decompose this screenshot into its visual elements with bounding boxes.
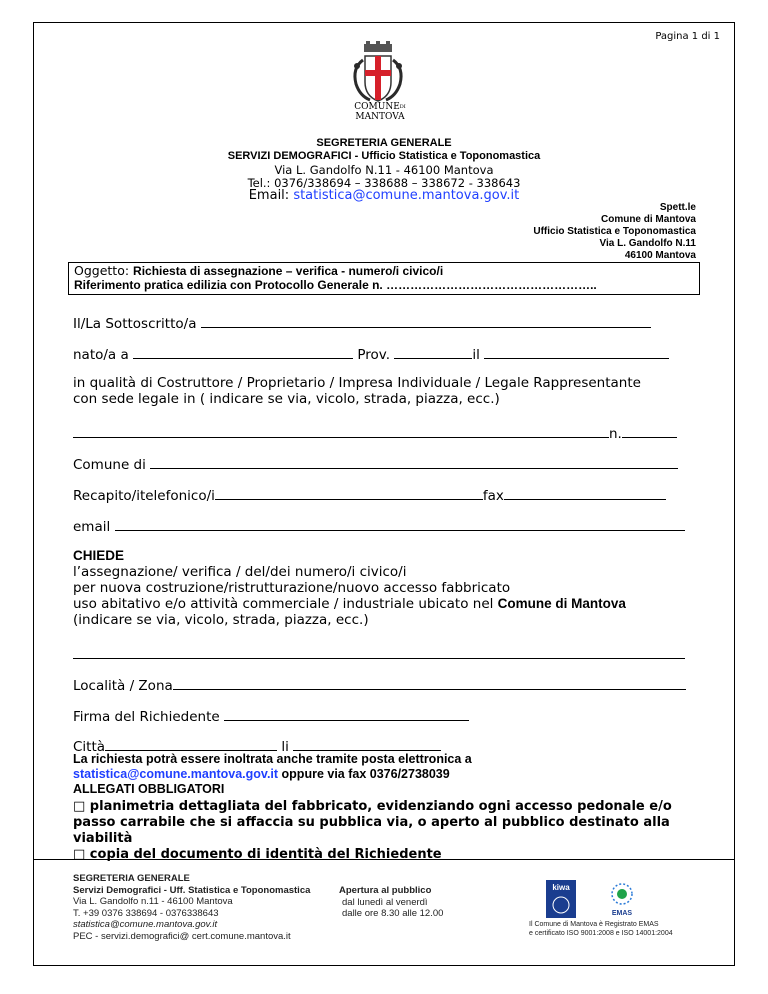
footer-divider — [33, 859, 735, 860]
subject-line-2: Riferimento pratica edilizia con Protocollo Generale n. …………………………………………….. — [74, 278, 597, 292]
notes-email-link[interactable]: statistica@comune.mantova.gov.it — [73, 767, 279, 781]
province-field[interactable] — [394, 345, 472, 359]
field-nato-row: nato/a a Prov. il — [73, 345, 669, 363]
certification-logos — [542, 878, 668, 920]
ubicazione-field[interactable] — [73, 645, 685, 659]
phone-field[interactable] — [215, 486, 483, 500]
recipient-line-1: Spett.le — [659, 202, 696, 213]
subject-box: Oggetto: Richiesta di assegnazione – verifica - numero/i civico/i Riferimento pratica edilizia con Protocollo Generale n. …………………………………………….. — [68, 262, 700, 295]
header-org: SEGRETERIA GENERALE — [316, 137, 452, 149]
footer-hours: Apertura al pubblico dal lunedì al venerdì dalle ore 8.30 alle 12.00 — [339, 885, 444, 919]
field-citta-row: Città li — [73, 737, 441, 755]
field-sede-row: n. — [73, 424, 677, 442]
localita-field[interactable] — [173, 676, 686, 690]
recipient-line-5: 46100 Mantova — [624, 250, 696, 261]
civic-number-field[interactable] — [622, 424, 677, 438]
header-address: Via L. Gandolfo N.11 - 46100 Mantova — [274, 163, 494, 177]
comune-field[interactable] — [150, 455, 678, 469]
header-phone: Tel.: 0376/338694 – 338688 – 338672 - 338643 — [247, 176, 521, 190]
certification-note: Il Comune di Mantova è Registrato EMAS e certificato ISO 9001:2008 e ISO 14001:2004 — [529, 921, 673, 937]
qualita-paragraph: in qualità di Costruttore / Proprietario / Impresa Individuale / Legale Rappresentante con sede legale in ( indicare se via, vicolo, strada, piazza, ecc.) — [73, 375, 641, 407]
kiwa-logo-text: kiwa — [552, 883, 570, 892]
allegato-planimetria: □ planimetria dettagliata del fabbricato, evidenziando ogni accesso pedonale e/o — [73, 799, 672, 814]
header-email-link[interactable]: statistica@comune.mantova.gov.it — [293, 188, 520, 203]
notes-section: La richiesta potrà essere inoltrata anche tramite posta elettronica a statistica@comune.mantova.gov.it oppure via fax 0376/2738039 ALLEGATI OBBLIGATORI — [73, 752, 472, 796]
header-department: SERVIZI DEMOGRAFICI - Ufficio Statistica e Toponomastica — [227, 150, 541, 162]
allegati-list: □ planimetria dettagliata del fabbricato, evidenziando ogni accesso pedonale e/o passo carrabile che si affaccia su pubblica via, o aperto al pubblico destinato alla viabilità □ copia del documento di identità del Richiedente — [73, 799, 672, 862]
field-comune-row: Comune di — [73, 455, 678, 473]
emas-logo-text: EMAS — [611, 910, 633, 917]
field-recapito-row: Recapito/itelefonico/i fax — [73, 486, 666, 504]
email-field[interactable] — [115, 517, 685, 531]
city-field[interactable] — [105, 737, 277, 751]
recipient-line-3: Ufficio Statistica e Toponomastica — [533, 226, 696, 237]
date-field[interactable] — [293, 737, 441, 751]
field-email-row: email — [73, 517, 685, 535]
field-ubicazione-row — [73, 645, 685, 663]
recipient-line-2: Comune di Mantova — [600, 214, 696, 225]
footer-pec[interactable]: PEC - servizi.demografici@ cert.comune.mantova.it — [73, 930, 291, 942]
chiede-heading: CHIEDE — [73, 548, 125, 563]
sede-field[interactable] — [73, 424, 609, 438]
birthdate-field[interactable] — [484, 345, 669, 359]
allegato-documento: □ copia del documento di identità del Richiedente — [73, 847, 442, 862]
allegati-heading: ALLEGATI OBBLIGATORI — [73, 782, 225, 796]
field-sottoscritto-row: Il/La Sottoscritto/a — [73, 314, 651, 332]
subject-line-1: Richiesta di assegnazione – verifica - numero/i civico/i — [133, 264, 444, 278]
recipient-line-4: Via L. Gandolfo N.11 — [599, 238, 696, 249]
footer-email[interactable]: statistica@comune.mantova.gov.it — [73, 919, 218, 930]
comune-logo-text: $COMUNE^{DI}$ MANTOVA — [354, 102, 406, 122]
chiede-paragraph: CHIEDE l’assegnazione/ verifica / del/dei numero/i civico/i per nuova costruzione/ristrutturazione/nuovo accesso fabbricato uso abitativo e/o attività commerciale / industriale ubicato nel Comune di Mantova (indicare se via, vicolo, strada, piazza, ecc.) — [73, 548, 626, 628]
birthplace-field[interactable] — [133, 345, 353, 359]
footer-contacts: SEGRETERIA GENERALE Servizi Demografici - Uff. Statistica e Toponomastica Via L. Gandolfo n.11 - 46100 Mantova T. +39 0376 338694 - 0376338643 statistica@comune.mantova.gov.it PEC - servizi.demografici@ cert.comune.mantova.it — [73, 873, 311, 942]
field-firma-row: Firma del Richiedente — [73, 707, 469, 725]
fax-field[interactable] — [504, 486, 666, 500]
page-number: Pagina 1 di 1 — [655, 31, 720, 42]
sottoscritto-field[interactable] — [201, 314, 651, 328]
header-email-line: Email: statistica@comune.mantova.gov.it — [248, 188, 520, 203]
signature-field[interactable] — [224, 707, 469, 721]
field-localita-row: Località / Zona — [73, 676, 686, 694]
